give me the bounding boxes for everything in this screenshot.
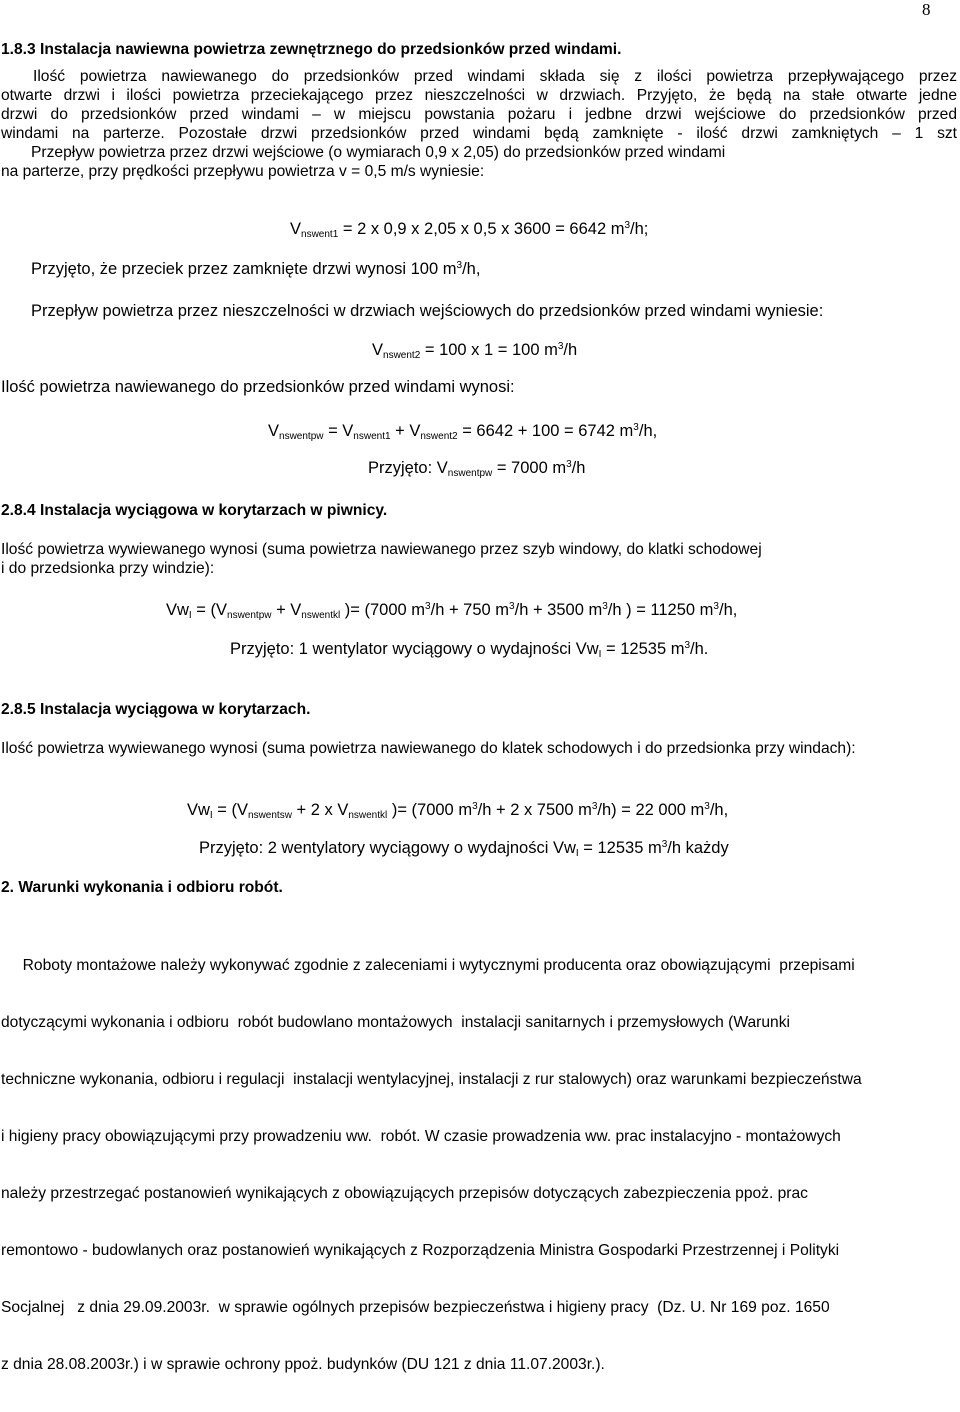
formula-vw-corridor: $Vw_I = (V_{nswentsw} + 2$ x $V_{nswentkl}$ )= (7000 $m^3/h + 2$ x 7500 $m^3/h) = 22$ 000 $m^3/h$, (187, 801, 729, 821)
flow-text: Przepływ powietrza przez nieszczelności w drzwiach wejściowych do przedsionków przed windami wyniesie: (31, 302, 824, 320)
section-284-text (1, 540, 957, 578)
page-number: 8 (922, 0, 931, 19)
section-183-intro (1, 67, 957, 181)
text-line: i do przedsionka przy windzie): (1, 560, 215, 577)
text-line: remontowo - budowlanych oraz postanowień wynikających z Rozporządzenia Ministra Gospodarki Przestrzennej i Polityki (1, 1242, 840, 1259)
formula-nswentpw: $V_{nswentpw} = V_{nswent1} + V_{nswent2} = 6642 + 100 = 6742$ $m^3/h$, (268, 422, 658, 442)
text-line: i higieny pracy obowiązującymi przy prowadzeniu ww. robót. W czasie prowadzenia ww. prac instalacyjno - montażowych (1, 1128, 841, 1145)
intro-line: drzwi do przedsionków przed windami – w miejscu powstania pożaru i jedbne drzwi wejściowe do przedsionków przed (1, 106, 957, 123)
section-heading-284: 2.8.4 Instalacja wyciągowa w korytarzach w piwnicy. (1, 502, 388, 519)
section-heading-285: 2.8.5 Instalacja wyciągowa w korytarzach. (1, 701, 311, 718)
intro-line: na parterze, przy prędkości przepływu powietrza v = 0,5 m/s wyniesie: (1, 163, 485, 180)
section-heading-183: 1.8.3 Instalacja nawiewna powietrza zewnętrznego do przedsionków przed windami. (1, 41, 622, 58)
text-line: techniczne wykonania, odbioru i regulacji instalacji wentylacyjnej, instalacji z rur stalowych) oraz warunkami bezpieczeństwa (1, 1071, 862, 1088)
formula-vw-basement: $Vw_I = (V_{nswentpw} + V_{nswentkl}$ )= (7000 $m^3/h + 750$ $m^3/h + 3500$ $m^3/h$ ) = 11250 $m^3/h$, (166, 601, 738, 621)
accepted-basement-fan: Przyjęto: 1 wentylator wyciągowy o wydajności $Vw_I = 12535$ $m^3/h$. (230, 640, 709, 660)
accepted-nswentpw: Przyjęto: $V_{nswentpw} = 7000$ $m^3/h$ (368, 459, 586, 479)
intro-line: Przepływ powietrza przez drzwi wejściowe (o wymiarach 0,9 x 2,05) do przedsionków przed windami (31, 144, 726, 161)
text-line: dotyczącymi wykonania i odbioru robót budowlano montażowych instalacji sanitarnych i przemysłowych (Warunki (1, 1014, 790, 1031)
intro-line: windami na parterze. Pozostałe drzwi przedsionków przed windami będą zamknięte - ilość drzwi zamkniętych – 1 szt (1, 125, 957, 142)
section-2-text (1, 918, 957, 1412)
accepted-corridor-fans: Przyjęto: 2 wentylatory wyciągowy o wydajności $Vw_I = 12535$ $m^3/h$ każdy (199, 839, 729, 859)
intro-line: Ilość powietrza nawiewanego do przedsionków przed windami składa się z ilości powietrza przepływającego przez (33, 68, 957, 85)
leak-text: Przyjęto, że przeciek przez zamknięte drzwi wynosi 100 $m^3/h$, (31, 260, 481, 278)
text-line: Socjalnej z dnia 29.09.2003r. w sprawie ogólnych przepisów bezpieczeństwa i higieny pracy (Dz. U. Nr 169 poz. 1650 (1, 1299, 830, 1316)
total-text: Ilość powietrza nawiewanego do przedsionków przed windami wynosi: (1, 378, 515, 396)
formula-nswent2: $V_{nswent2} = 100$ x 1 = 100 $m^3/h$ (372, 341, 578, 361)
text-line: z dnia 28.08.2003r.) i w sprawie ochrony ppoż. budynków (DU 121 z dnia 11.07.2003r.). (1, 1356, 605, 1373)
intro-line: otwarte drzwi i ilości powietrza przeciekającego przez nieszczelności w drzwiach. Przyjęto, że będą na stałe otwarte jedne (1, 87, 957, 104)
section-heading-2: 2. Warunki wykonania i odbioru robót. (1, 879, 283, 896)
section-285-text: Ilość powietrza wywiewanego wynosi (suma powietrza nawiewanego do klatek schodowych i do przedsionka przy windach): (1, 740, 856, 757)
text-line: Ilość powietrza wywiewanego wynosi (suma powietrza nawiewanego przez szyb windowy, do klatki schodowej (1, 541, 762, 558)
formula-nswent1: $V_{nswent1} = 2$ x 0,9 x 2,05 x 0,5 x 3600 = 6642 $m^3/h$; (290, 220, 649, 240)
text-line: Roboty montażowe należy wykonywać zgodnie z zaleceniami i wytycznymi producenta oraz obowiązującymi przepisami (1, 957, 855, 974)
text-line: należy przestrzegać postanowień wynikających z obowiązujących przepisów dotyczących zabezpieczenia ppoż. prac (1, 1185, 808, 1202)
